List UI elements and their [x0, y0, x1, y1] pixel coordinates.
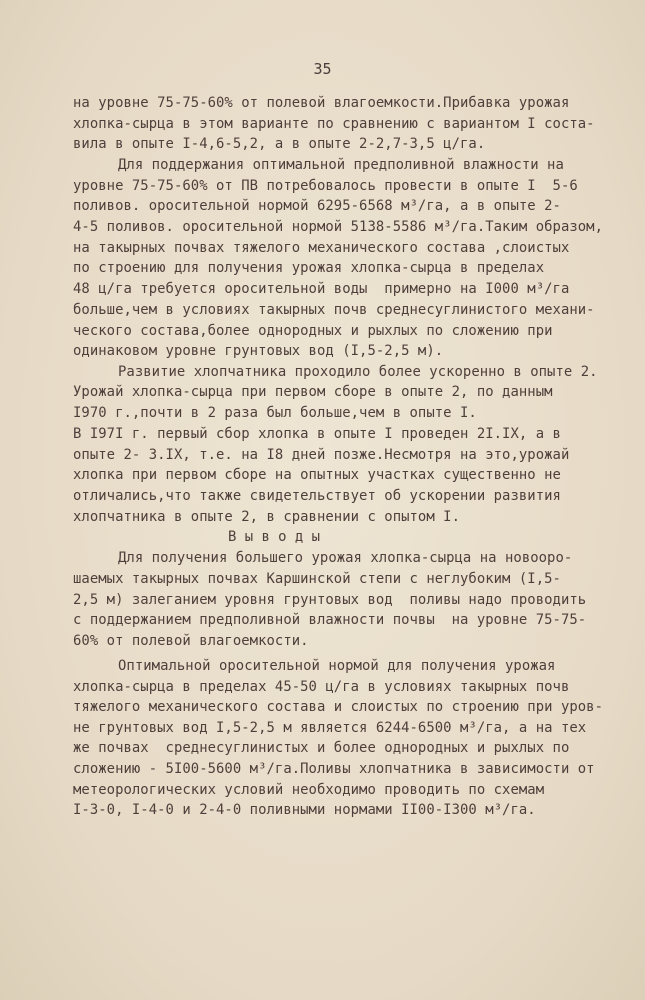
text-line: на такырных почвах тяжелого механического состава ,слоистых: [73, 240, 570, 256]
text-line: Для получения большего урожая хлопка-сырца на новоoро-: [118, 550, 573, 566]
text-line: ческого состава,более однородных и рыхлых по сложению при: [73, 323, 553, 339]
text-line: метеорологических условий необходимо проводить по схемам: [73, 782, 545, 798]
text-line: 48 ц/га требуется оросительной воды примерно на I000 м³/га: [73, 281, 570, 297]
text-line: Оптимальной оросительной нормой для получения урожая: [118, 658, 556, 674]
text-line: на уровне 75-75-60% от полевой влагоемкости.Прибавка урожая: [73, 95, 570, 111]
text-line: тяжелого механического состава и слоистых по строению при уров-: [73, 699, 604, 715]
text-line: шаемых такырных почвах Каршинской степи с неглубоким (I,5-: [73, 571, 561, 587]
text-line: не грунтовых вод I,5-2,5 м является 6244-6500 м³/га, а на тех: [73, 720, 587, 736]
text-line: 60% от полевой влагоемкости.: [73, 633, 309, 649]
text-line: хлопка-сырца в пределах 45-50 ц/га в условиях такырных почв: [73, 679, 570, 695]
text-line: хлопчатника в опыте 2, в сравнении с опытом I.: [73, 509, 460, 525]
section-heading: В ы в о д ы: [228, 529, 320, 545]
text-line: 2,5 м) залеганием уровня грунтовых вод поливы надо проводить: [73, 592, 587, 608]
text-line: хлопка при первом сборе на опытных участках существенно не: [73, 467, 561, 483]
page-number: 35: [313, 60, 332, 78]
text-line: с поддержанием предполивной влажности почвы на уровне 75-75-: [73, 612, 587, 628]
text-line: В I97I г. первый сбор хлопка в опыте I проведен 2I.IX, а в: [73, 426, 561, 442]
text-line: 4-5 поливов. оросительной нормой 5138-5586 м³/га.Таким образом,: [73, 219, 604, 235]
text-line: сложению - 5I00-5600 м³/га.Поливы хлопчатника в зависимости от: [73, 761, 595, 777]
text-line: одинаковом уровне грунтовых вод (I,5-2,5 м).: [73, 343, 444, 359]
text-line: вила в опыте I-4,6-5,2, а в опыте 2-2,7-3,5 ц/га.: [73, 136, 486, 152]
text-line: Для поддержания оптимальной предполивной влажности на: [118, 157, 564, 173]
text-line: Развитие хлопчатника проходило более ускоренно в опыте 2.: [118, 364, 598, 380]
text-line: опыте 2- 3.IX, т.е. на I8 дней позже.Несмотря на это,урожай: [73, 447, 570, 463]
text-line: хлопка-сырца в этом варианте по сравнению с вариантом I соста-: [73, 116, 595, 132]
text-line: больше,чем в условиях такырных почв среднесуглинистого механи-: [73, 302, 595, 318]
text-line: уровне 75-75-60% от ПВ потребовалось провести в опыте I 5-6: [73, 178, 578, 194]
text-line: отличались,что также свидетельствует об ускорении развития: [73, 488, 561, 504]
text-line: Урожай хлопка-сырца при первом сборе в опыте 2, по данным: [73, 384, 553, 400]
text-line: же почвах среднесуглинистых и более однородных и рыхлых по: [73, 740, 570, 756]
text-line: по строению для получения урожая хлопка-сырца в пределах: [73, 260, 545, 276]
text-line: I-3-0, I-4-0 и 2-4-0 поливными нормами II00-I300 м³/га.: [73, 802, 536, 818]
text-line: поливов. оросительной нормой 6295-6568 м³/га, а в опыте 2-: [73, 198, 561, 214]
text-line: I970 г.,почти в 2 раза был больше,чем в опыте I.: [73, 405, 477, 421]
